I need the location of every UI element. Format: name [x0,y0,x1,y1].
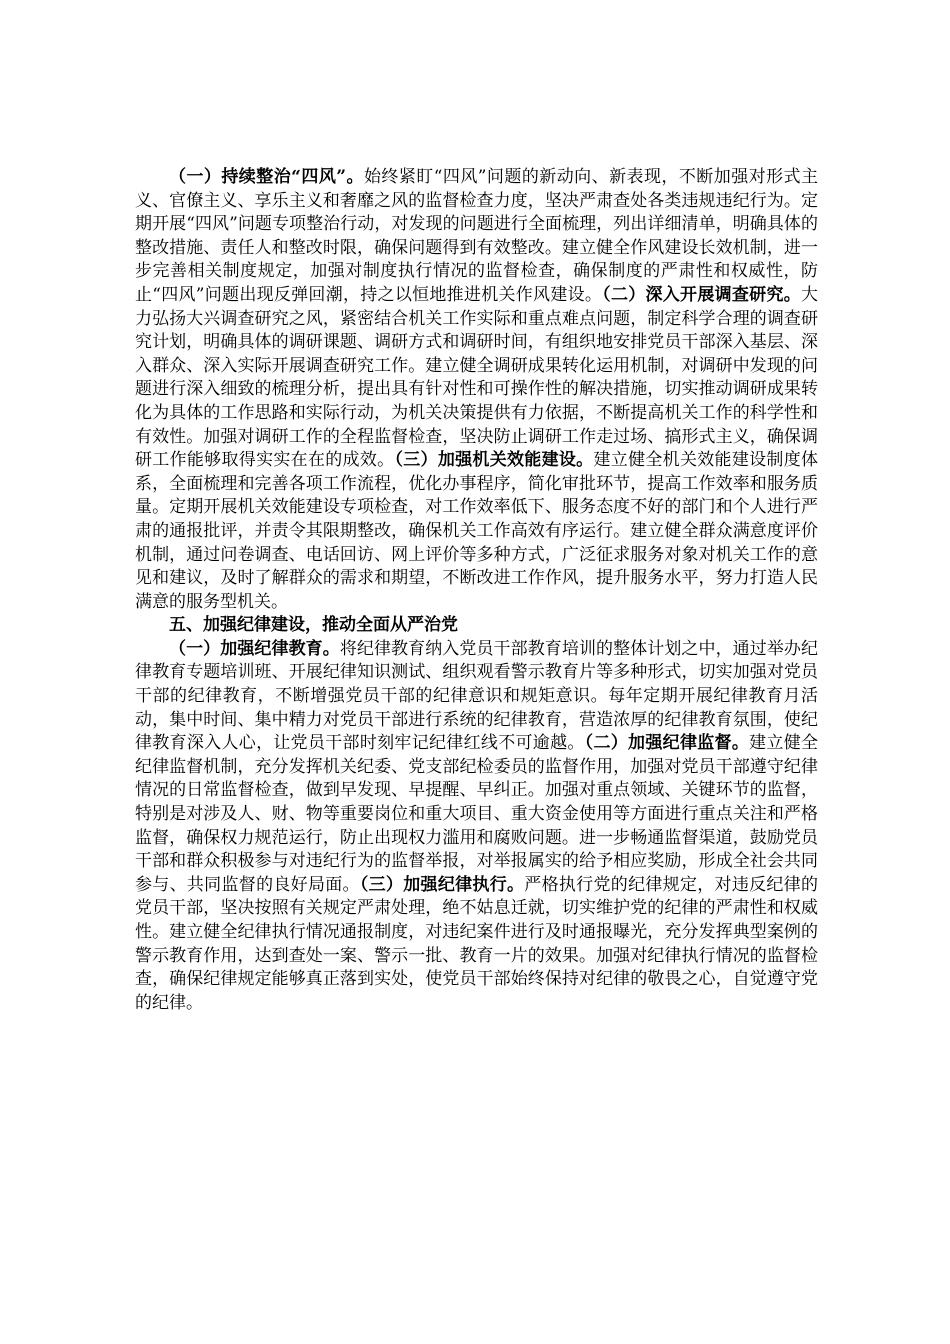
document-page [135,166,818,1015]
body-text: 建立健全机关效能建设制度体系，全面梳理和完善各项工作流程，优化办事程序，简化审批环节，提高工作效率和服务质量。定期开展机关效能建设专项检查，对工作效率低下、服务态度不好的部门和个人进行严肃的通报批评，并责令其限期整改，确保机关工作高效有序运行。建立健全群众满意度评价机制，通过问卷调查、电话回访、网上评价等多种方式，广泛征求服务对象对机关工作的意见和建议，及时了解群众的需求和期望，不断改进工作作风，提升服务水平，努力打造人民满意的服务型机关。 [135,450,819,612]
subheading-efficiency: （三）加强机关效能建设。 [394,450,594,471]
subheading-four-styles: （一）持续整治“四风”。 [169,167,364,187]
subheading-investigation: （二）深入开展调查研究。 [602,284,802,305]
body-text: 大力弘扬大兴调查研究之风，紧密结合机关工作实际和重点难点问题，制定科学合理的调查研究计划，明确具体的调研课题、调研方式和调研时间，有组织地安排党员干部深入基层、深入群众、深入实际开展调查研究工作。建立健全调研成果转化运用机制，对调研中发现的问题进行深入细致的梳理分析，提出具有针对性和可操作性的解决措施，切实推动调研成果转化为具体的工作思路和实际行动，为机关决策提供有力依据，不断提高机关工作的科学性和有效性。加强对调研工作的全程监督检查，坚决防止调研工作走过场、搞形式主义，确保调研工作能够取得实实在在的成效。 [135,284,819,471]
section-heading-discipline: 五、加强纪律建设，推动全面从严治党 [169,615,458,636]
subheading-discipline-education: （一）加强纪律教育。 [169,638,340,659]
body-text: 严格执行党的纪律规定，对违反纪律的党员干部，坚决按照有关规定严肃处理，绝不姑息迁就，切实维护党的纪律的严肃性和权威性。建立健全纪律执行情况通报制度，对违纪案件进行及时通报曝光，充分发挥典型案例的警示教育作用，达到查处一案、警示一批、教育一片的效果。加强对纪律执行情况的监督检查，确保纪律规定能够真正落到实处，使党员干部始终保持对纪律的敬畏之心，自觉遵守党的纪律。 [135,874,819,1013]
body-text: 始终紧盯“四风”问题的新动向、新表现，不断加强对形式主义、官僚主义、享乐主义和奢靡之风的监督检查力度，坚决严肃查处各类违规违纪行为。定期开展“四风”问题专项整治行动，对发现的问题进行全面梳理，列出详细清单，明确具体的整改措施、责任人和整改时限，确保问题得到有效整改。建立健全作风建设长效机制，进一步完善相关制度规定，加强对制度执行情况的监督检查，确保制度的严肃性和权威性，防止“四风”问题出现反弹回潮，持之以恒地推进机关作风建设。 [135,167,818,305]
paragraph-discipline [135,638,818,1016]
paragraph-work-style [135,166,818,614]
subheading-discipline-supervision: （二）加强纪律监督。 [584,733,750,754]
body-text: 将纪律教育纳入党员干部教育培训的整体计划之中，通过举办纪律教育专题培训班、开展纪律知识测试、组织观看警示教育片等多种形式，切实加强对党员干部的纪律教育，不断增强党员干部的纪律意识和规矩意识。每年定期开展纪律教育月活动，集中时间、集中精力对党员干部进行系统的纪律教育，营造浓厚的纪律教育氛围，使纪律教育深入人心，让党员干部时刻牢记纪律红线不可逾越。 [135,638,819,754]
body-text: 建立健全纪律监督机制，充分发挥机关纪委、党支部纪检委员的监督作用，加强对党员干部遵守纪律情况的日常监督检查，做到早发现、早提醒、早纠正。加强对重点领域、关键环节的监督，特别是对涉及人、财、物等重要岗位和重大项目、重大资金使用等方面进行重点关注和严格监督，确保权力规范运行，防止出现权力滥用和腐败问题。进一步畅通监督渠道，鼓励党员干部和群众积极参与对违纪行为的监督举报，对举报属实的给予相应奖励，形成全社会共同参与、共同监督的良好局面。 [135,733,819,895]
subheading-discipline-enforcement: （三）加强纪律执行。 [359,874,525,895]
